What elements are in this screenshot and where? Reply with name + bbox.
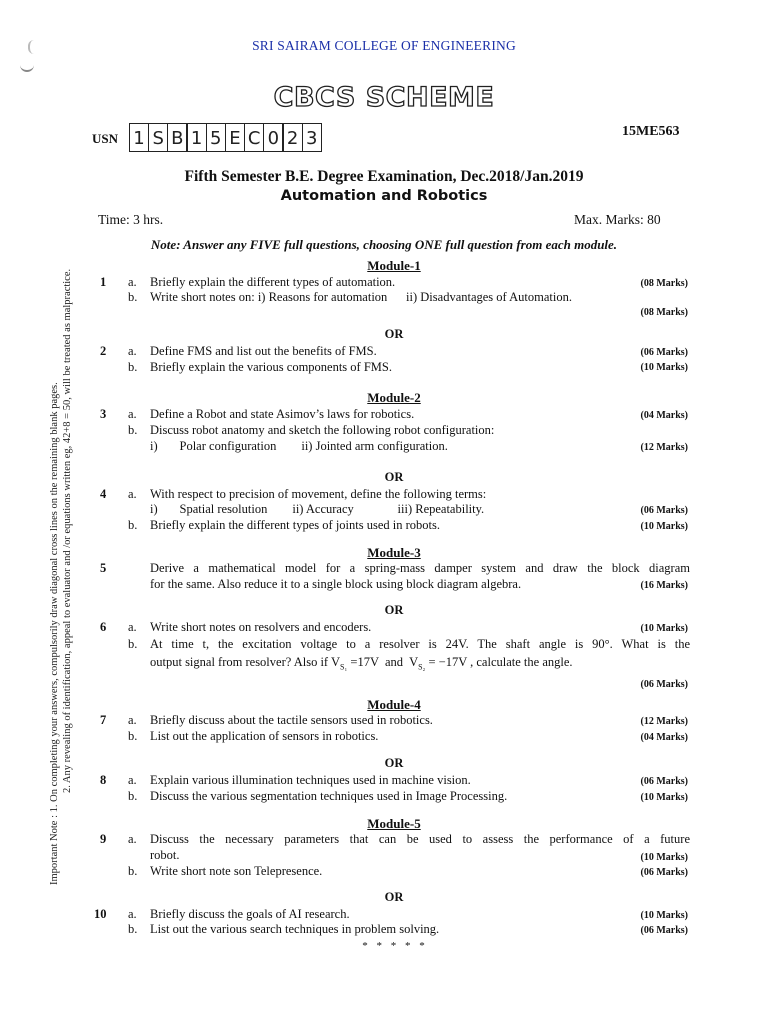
usn-char: 3 — [302, 123, 323, 152]
marks-label: (10 Marks) — [640, 362, 688, 373]
part-label: a. — [128, 487, 137, 501]
question-text: Discuss robot anatomy and sketch the following robot configuration: — [150, 423, 495, 437]
question-subpart: i) Spatial resolution ii) Accuracy iii) Repeatability. — [150, 502, 485, 516]
usn-char: 5 — [206, 123, 227, 152]
part-label: a. — [128, 407, 137, 421]
question-text: Define FMS and list out the benefits of FMS. — [150, 344, 377, 358]
marks-label: (12 Marks) — [640, 442, 688, 453]
marks-label: (16 Marks) — [640, 580, 688, 591]
question-text — [150, 655, 573, 672]
question-text: Explain various illumination techniques used in machine vision. — [150, 773, 471, 787]
question-text: robot. — [150, 848, 180, 862]
question-number: 3 — [100, 407, 107, 421]
question-number: 5 — [100, 561, 107, 575]
or-divider: OR — [384, 756, 404, 770]
max-marks: Max. Marks: 80 — [574, 212, 661, 227]
usn-char: 1 — [129, 123, 150, 152]
marks-label: (08 Marks) — [640, 278, 688, 289]
marks-label: (10 Marks) — [640, 792, 688, 803]
marks-label: (06 Marks) — [640, 505, 688, 516]
module-heading: Module-1 — [367, 258, 421, 273]
question-text: for the same. Also reduce it to a single block using block diagram algebra. — [150, 577, 522, 591]
part-label: b. — [128, 423, 138, 437]
module-heading: Module-4 — [367, 697, 421, 712]
module-heading: Module-3 — [367, 545, 421, 560]
marks-label: (06 Marks) — [640, 679, 688, 690]
marks-label: (06 Marks) — [640, 925, 688, 936]
usn-char: 1 — [186, 123, 207, 152]
question-number: 7 — [100, 713, 107, 727]
side-note-line-2: 2. Any revealing of identification, appeal to evaluator and /or equations written eg, 42+8 = 50, will be treated as malpractice. — [62, 268, 73, 793]
usn-char: 2 — [282, 123, 303, 152]
text-fragment: = −17V , calculate the angle. — [425, 655, 573, 669]
part-label: a. — [128, 620, 137, 634]
part-label: b. — [128, 360, 138, 374]
or-divider: OR — [384, 890, 404, 904]
part-label: a. — [128, 832, 137, 846]
part-label: b. — [128, 290, 138, 304]
question-text: Define a Robot and state Asimov’s laws for robotics. — [150, 407, 415, 421]
question-text: Write short notes on resolvers and encoders. — [150, 620, 372, 634]
or-divider: OR — [384, 327, 404, 341]
marks-label: (06 Marks) — [640, 867, 688, 878]
question-text: List out the application of sensors in robotics. — [150, 729, 379, 743]
marks-label: (08 Marks) — [640, 307, 688, 318]
usn-char: S — [148, 123, 169, 152]
question-text: Briefly explain the various components of FMS. — [150, 360, 392, 374]
question-number: 4 — [100, 487, 107, 501]
marks-label: (10 Marks) — [640, 910, 688, 921]
part-label: b. — [128, 637, 138, 651]
marks-label: (06 Marks) — [640, 776, 688, 787]
subscript: S₂ — [418, 662, 426, 672]
marks-label: (10 Marks) — [640, 521, 688, 532]
text-fragment: output signal from resolver? Also if V — [150, 655, 341, 669]
question-number: 1 — [100, 275, 107, 289]
module-heading: Module-2 — [367, 390, 421, 405]
module-heading: Module-5 — [367, 816, 421, 831]
side-note-line-1: Important Note : 1. On completing your answers, compulsorily draw diagonal cross lines on the remaining blank pages. — [49, 382, 60, 885]
usn-label: USN — [92, 131, 119, 146]
or-divider: OR — [384, 470, 404, 484]
side-important-note — [48, 269, 74, 885]
usn-char: 0 — [263, 123, 284, 152]
subject-title: Automation and Robotics — [280, 188, 488, 204]
question-text: Write short note son Telepresence. — [150, 864, 323, 878]
question-number: 10 — [94, 907, 107, 921]
or-divider: OR — [384, 603, 404, 617]
marks-label: (12 Marks) — [640, 716, 688, 727]
subscript: S₁ — [340, 662, 348, 672]
part-label: a. — [128, 773, 137, 787]
usn-char: B — [167, 123, 188, 152]
marks-label: (04 Marks) — [640, 732, 688, 743]
question-text: Discuss the necessary parameters that can be used to assess the performance of a future — [150, 832, 690, 846]
part-label: a. — [128, 344, 137, 358]
question-text: Briefly discuss the goals of AI research. — [150, 907, 350, 921]
part-label: a. — [128, 713, 137, 727]
text-fragment: =17V and V — [347, 655, 419, 669]
instructions-note: Note: Answer any FIVE full questions, choosing ONE full question from each module. — [150, 237, 618, 252]
marks-label: (10 Marks) — [640, 852, 688, 863]
question-number: 2 — [100, 344, 107, 358]
question-text: At time t, the excitation voltage to a resolver is 24V. The shaft angle is 90°. What is the — [150, 637, 690, 651]
marks-label: (04 Marks) — [640, 410, 688, 421]
marks-label: (10 Marks) — [640, 623, 688, 634]
part-label: a. — [128, 907, 137, 921]
question-text: Briefly explain the different types of automation. — [150, 275, 396, 289]
pen-tick-mark — [20, 62, 34, 72]
marks-label: (06 Marks) — [640, 347, 688, 358]
part-label: b. — [128, 922, 138, 936]
question-text: Briefly discuss about the tactile sensors used in robotics. — [150, 713, 433, 727]
subject-code: 15ME563 — [622, 124, 680, 139]
question-number: 6 — [100, 620, 107, 634]
end-of-paper-mark: * * * * * — [362, 940, 428, 952]
college-name: SRI SAIRAM COLLEGE OF ENGINEERING — [252, 38, 516, 53]
scheme-stamp-text: CBCS SCHEME — [273, 82, 495, 113]
question-text: Discuss the various segmentation techniques used in Image Processing. — [150, 789, 508, 803]
usn-boxes — [130, 123, 322, 152]
part-label: b. — [128, 729, 138, 743]
usn-char: C — [244, 123, 265, 152]
question-subpart: i) Polar configuration ii) Jointed arm configuration. — [150, 439, 448, 453]
scheme-stamp — [0, 82, 768, 113]
time-allowed: Time: 3 hrs. — [98, 212, 164, 227]
part-label: b. — [128, 864, 138, 878]
question-number: 8 — [100, 773, 107, 787]
question-number: 9 — [100, 832, 107, 846]
part-label: b. — [128, 518, 138, 532]
part-label: b. — [128, 789, 138, 803]
question-text: With respect to precision of movement, define the following terms: — [150, 487, 487, 501]
exam-title: Fifth Semester B.E. Degree Examination, Dec.2018/Jan.2019 — [184, 168, 584, 185]
usn-char: E — [225, 123, 246, 152]
part-label: a. — [128, 275, 137, 289]
question-text: Derive a mathematical model for a spring-mass damper system and draw the block diagram — [150, 561, 690, 575]
question-text: List out the various search techniques in problem solving. — [150, 922, 440, 936]
question-text: Write short notes on: i) Reasons for automation ii) Disadvantages of Automation. — [150, 290, 572, 304]
question-text: Briefly explain the different types of joints used in robots. — [150, 518, 440, 532]
